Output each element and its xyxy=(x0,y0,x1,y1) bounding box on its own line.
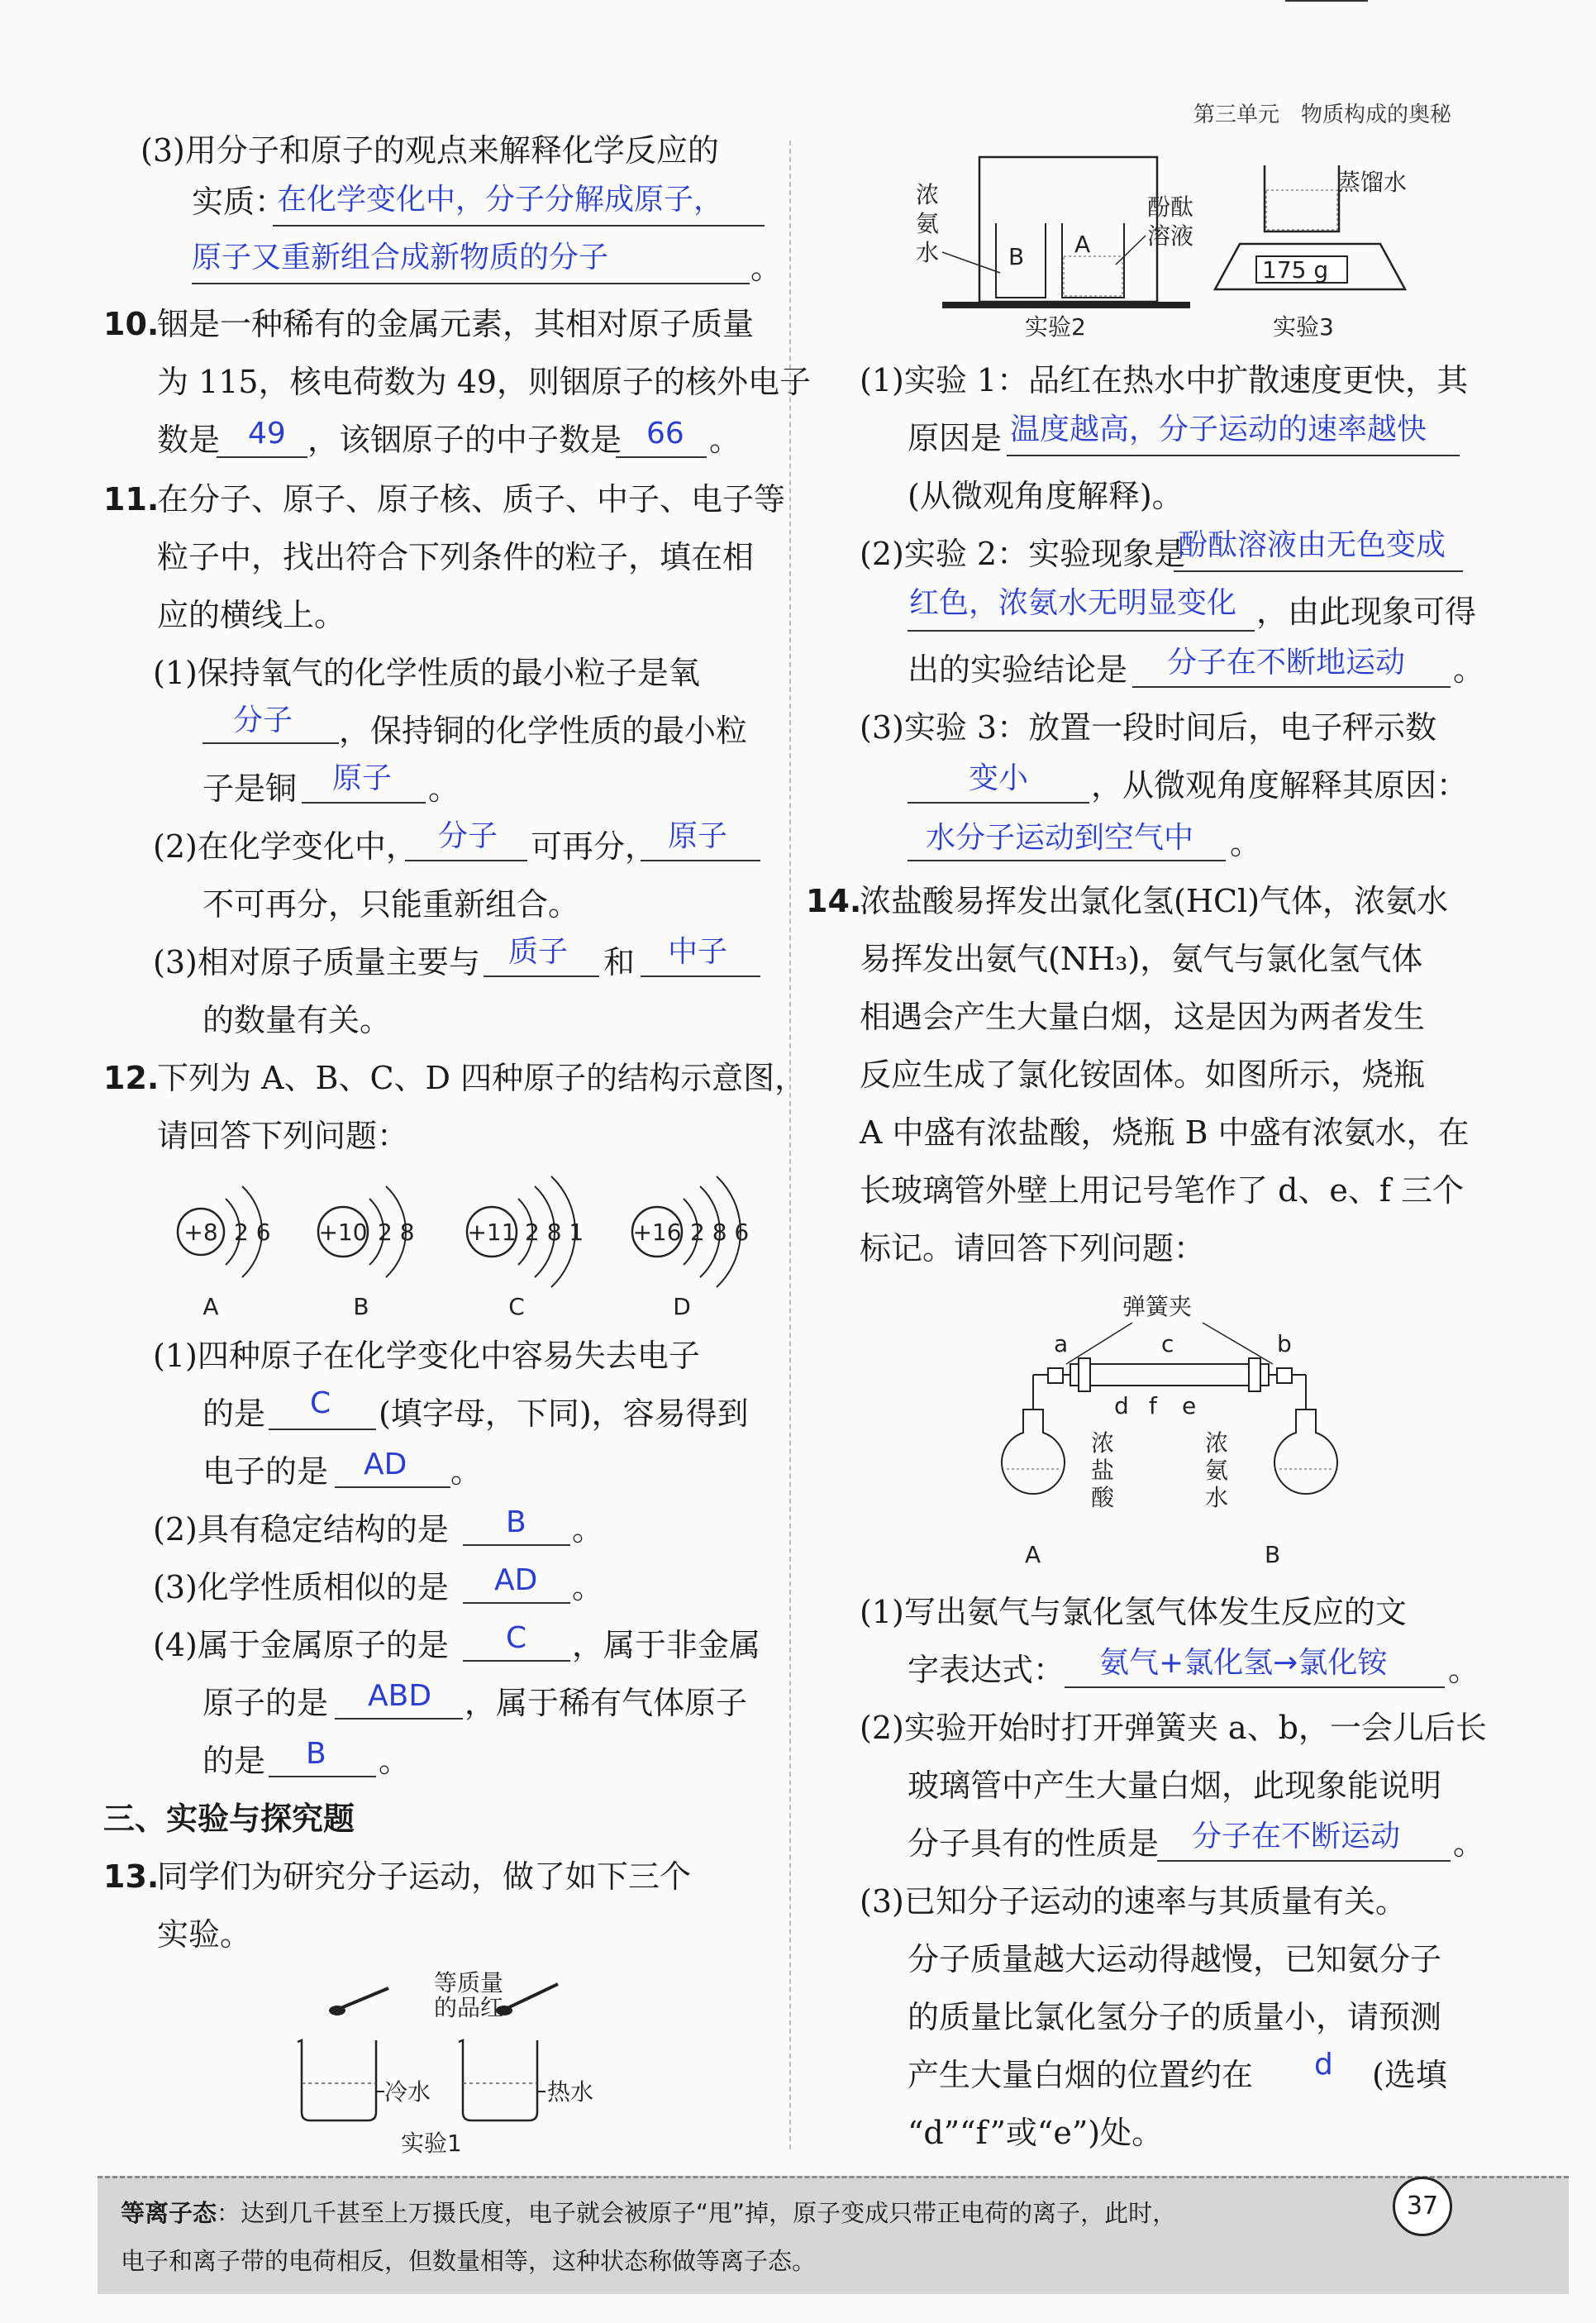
q12-answer4: AD xyxy=(494,1563,538,1597)
fig14-nh3-label3: 水 xyxy=(1205,1484,1229,1511)
q12-part4-line1b: ，属于非金属 xyxy=(572,1627,761,1663)
answer-line xyxy=(273,225,765,227)
fig14-hcl-label3: 酸 xyxy=(1091,1484,1115,1511)
atom-a-label: A xyxy=(202,1293,219,1320)
q12-part4-line1a: (4)属于金属原子的是 xyxy=(153,1627,449,1663)
q14-part1-line2: 字表达式： xyxy=(908,1652,1065,1688)
q9-3-line1: (3)用分子和原子的观点来解释化学反应的 xyxy=(141,132,719,169)
fig14-clip-label: 弹簧夹 xyxy=(1122,1293,1193,1320)
q11-answer6: 中子 xyxy=(668,935,728,969)
q14-answer3: d xyxy=(1314,2048,1333,2082)
q14-line3: 相遇会产生大量白烟，这是因为两者发生 xyxy=(860,999,1426,1035)
q13-r-part3-line1: (3)实验 3：放置一段时间后，电子秤示数 xyxy=(860,709,1437,746)
q13-r-answer5: 变小 xyxy=(969,761,1029,795)
q12-part1-line1: (1)四种原子在化学变化中容易失去电子 xyxy=(153,1338,700,1374)
q13-r-part1-line2: 原因是 xyxy=(908,420,1003,456)
answer-line xyxy=(616,456,707,458)
answer-line xyxy=(1174,570,1463,572)
answer-line xyxy=(405,860,527,861)
q11-part1-line1: (1)保持氧气的化学性质的最小粒子是氧 xyxy=(153,655,700,691)
fig3-distilled-water: 蒸馏水 xyxy=(1337,169,1408,196)
answer-line xyxy=(302,802,426,804)
q11-line2: 粒子中，找出符合下列条件的粒子，填在相 xyxy=(157,539,755,575)
q9-3-answer1: 在化学变化中，分子分解成原子， xyxy=(277,183,724,217)
atom-c-shells: 2 8 1 xyxy=(525,1219,584,1246)
q10-number: 10. xyxy=(103,306,160,342)
q13-r-part3-line2: ，从微观角度解释其原因： xyxy=(1091,767,1469,804)
fig14-f: f xyxy=(1149,1392,1157,1419)
fig14-flask-a: A xyxy=(1025,1541,1041,1568)
atom-b-nucleus: +10 xyxy=(318,1219,368,1246)
q10-line3a: 数是 xyxy=(157,422,221,458)
q14-line6: 长玻璃管外壁上用记号笔作了 d、e、f 三个 xyxy=(860,1172,1465,1209)
q12-part1-line3a: 电子的是 xyxy=(202,1453,329,1490)
answer-line xyxy=(202,742,339,744)
q11-line3: 应的横线上。 xyxy=(157,597,346,633)
section-3-heading: 三、实验与探究题 xyxy=(103,1801,355,1837)
q12-answer5: C xyxy=(506,1621,527,1655)
q14-part3-line2: 分子质量越大运动得越慢，已知氨分子 xyxy=(908,1941,1442,1977)
q12-line1: 下列为 A、B、C、D 四种原子的结构示意图， xyxy=(157,1060,807,1096)
q14-answer1: 氨气+氯化氢→氯化铵 xyxy=(1099,1646,1388,1680)
q14-part3-line5: “d”“f”或“e”)处。 xyxy=(908,2115,1164,2151)
fig3-scale-reading: 175 g xyxy=(1262,256,1329,284)
q11-answer3: 分子 xyxy=(438,819,498,853)
q11-answer4: 原子 xyxy=(668,819,728,853)
q11-part1-line3: 子是铜 xyxy=(202,770,298,807)
fig2-ammonia-label3: 水 xyxy=(916,239,940,266)
fig2-caption: 实验2 xyxy=(1025,313,1086,341)
q14-part3-line1: (3)已知分子运动的速率与其质量有关。 xyxy=(860,1883,1407,1920)
q13-r-part2-line2: ，由此现象可得 xyxy=(1256,594,1477,630)
q11-part1-end: 。 xyxy=(428,770,460,807)
atom-c-nucleus: +11 xyxy=(467,1219,517,1246)
fig14-c: c xyxy=(1161,1330,1174,1357)
fig1-cold-water: 冷水 xyxy=(384,2078,431,2106)
q13-r-answer1: 温度越高，分子运动的速率越快 xyxy=(1010,413,1427,446)
q9-3-line2: 实质： xyxy=(192,184,287,220)
experiment-1-figure xyxy=(289,1968,620,2158)
q12-part1-end: 。 xyxy=(450,1453,483,1490)
q13-line1: 同学们为研究分子运动，做了如下三个 xyxy=(157,1858,692,1895)
atom-d-nucleus: +16 xyxy=(632,1219,682,1246)
q14-line7: 标记。请回答下列问题： xyxy=(860,1230,1206,1266)
atom-d-label: D xyxy=(673,1293,691,1320)
page-header: 第三单元 物质构成的奥秘 xyxy=(1193,103,1451,127)
answer-line xyxy=(463,1544,570,1546)
q11-part2-line1: (2)在化学变化中， xyxy=(153,828,417,865)
q13-r-part1-line1: (1)实验 1：品红在热水中扩散速度更快，其 xyxy=(860,362,1469,398)
footer-text1: ：达到几千甚至上万摄氏度，电子就会被原子“甩”掉，原子变成只带正电荷的离子，此时， xyxy=(217,2199,1177,2227)
fig14-nh3-label2: 氨 xyxy=(1205,1457,1229,1484)
answer-line xyxy=(192,283,750,284)
q11-part2-line2: 不可再分，只能重新组合。 xyxy=(202,886,580,923)
q14-line4: 反应生成了氯化铵固体。如图所示，烧瓶 xyxy=(860,1057,1426,1093)
experiment-2-3-figure xyxy=(909,141,1488,347)
q13-r-part2-end: 。 xyxy=(1453,651,1485,688)
fig2-ammonia-label1: 浓 xyxy=(916,181,940,208)
q10-line1: 铟是一种稀有的金属元素，其相对原子质量 xyxy=(157,306,755,342)
q14-part3-line4b: (选填 xyxy=(1372,2057,1447,2093)
answer-line xyxy=(641,860,760,861)
fig14-nh3-label1: 浓 xyxy=(1205,1429,1229,1457)
atom-a-nucleus: +8 xyxy=(183,1219,218,1246)
q11-answer1: 分子 xyxy=(233,704,293,737)
fig1-label-top: 等质量 xyxy=(434,1969,504,1996)
answer-line xyxy=(1157,1860,1451,1862)
q14-part2-line2: 玻璃管中产生大量白烟，此现象能说明 xyxy=(908,1767,1442,1804)
q12-answer7: B xyxy=(306,1737,326,1771)
q13-r-answer4: 分子在不断地运动 xyxy=(1167,646,1406,680)
atom-b-label: B xyxy=(353,1293,369,1320)
q11-part1-line2: ，保持铜的化学性质的最小粒 xyxy=(339,713,748,749)
q11-part3-and: 和 xyxy=(603,944,636,980)
q14-part2-line3: 分子具有的性质是 xyxy=(908,1825,1160,1862)
fig14-flask-b: B xyxy=(1265,1541,1281,1568)
q10-answer1: 49 xyxy=(248,417,286,451)
q12-part4-line3a: 的是 xyxy=(202,1743,266,1779)
footer-line2: 电子和离子带的电荷相反，但数量相等，这种状态称做等离子态。 xyxy=(121,2247,817,2275)
fig14-hcl-label2: 盐 xyxy=(1091,1457,1115,1484)
q13-number: 13. xyxy=(103,1858,160,1895)
q9-3-end: 。 xyxy=(750,250,783,286)
q12-answer6: ABD xyxy=(368,1679,432,1713)
answer-line xyxy=(908,860,1226,861)
q10-answer2: 66 xyxy=(646,417,684,451)
q12-part4-line2a: 原子的是 xyxy=(202,1685,329,1721)
answer-line xyxy=(1132,686,1451,688)
q12-line2: 请回答下列问题： xyxy=(157,1118,409,1154)
fig14-a: a xyxy=(1054,1330,1069,1357)
footer-line1 xyxy=(121,2195,1176,2229)
q14-part2-line1: (2)实验开始时打开弹簧夹 a、b，一会儿后长 xyxy=(860,1710,1487,1746)
q14-answer2: 分子在不断运动 xyxy=(1192,1820,1401,1853)
q13-line2: 实验。 xyxy=(157,1916,252,1953)
page-number: 37 xyxy=(1393,2177,1452,2236)
q11-part3-line1: (3)相对原子质量主要与 xyxy=(153,944,480,980)
fig3-caption: 实验3 xyxy=(1273,313,1334,341)
q13-r-answer2: 酚酞溶液由无色变成 xyxy=(1178,528,1446,562)
fig14-e: e xyxy=(1182,1392,1197,1419)
fig2-beaker-b: B xyxy=(1008,243,1025,270)
atom-c xyxy=(467,1176,584,1320)
q12-part3-end: 。 xyxy=(572,1569,604,1605)
atom-a xyxy=(178,1186,271,1320)
q14-number: 14. xyxy=(806,883,862,919)
q12-part1-line2b: (填字母，下同)，容易得到 xyxy=(379,1395,749,1432)
answer-line xyxy=(1065,1686,1445,1688)
q13-r-part2-line3: 出的实验结论是 xyxy=(908,651,1128,688)
atom-d xyxy=(632,1176,749,1320)
fig1-label-top2: 的品红 xyxy=(434,1994,504,2021)
footer-note xyxy=(98,2176,1569,2294)
fig1-caption: 实验1 xyxy=(401,2130,462,2157)
answer-line xyxy=(217,456,307,458)
answer-line xyxy=(908,802,1089,804)
fig14-b: b xyxy=(1277,1330,1292,1357)
answer-line xyxy=(1285,0,1368,2)
q10-line3b: ，该铟原子的中子数是 xyxy=(307,422,622,458)
q14-part3-line4a: 产生大量白烟的位置约在 xyxy=(908,2057,1254,2093)
q12-part4-end: 。 xyxy=(379,1743,411,1779)
answer-line xyxy=(1007,455,1460,456)
q11-line1: 在分子、原子、原子核、质子、中子、电子等 xyxy=(157,481,786,518)
atom-c-label: C xyxy=(508,1293,525,1320)
q12-part1-line2a: 的是 xyxy=(202,1395,266,1432)
atom-d-shells: 2 8 6 xyxy=(690,1219,750,1246)
q10-line3c: 。 xyxy=(709,422,741,458)
q14-line5: A 中盛有浓盐酸，烧瓶 B 中盛有浓氨水，在 xyxy=(860,1114,1470,1151)
answer-line xyxy=(641,975,760,977)
q14-part3-line3: 的质量比氯化氢分子的质量小，请预测 xyxy=(908,1999,1442,2035)
column-divider xyxy=(789,141,791,2149)
q9-3-answer2: 原子又重新组合成新物质的分子 xyxy=(192,241,609,274)
answer-line xyxy=(269,1429,376,1430)
q11-answer5: 质子 xyxy=(508,935,569,969)
answer-line xyxy=(463,1602,570,1604)
q13-r-part3-end: 。 xyxy=(1230,825,1262,861)
q11-number: 11. xyxy=(103,481,160,518)
atom-a-shells: 2 6 xyxy=(234,1219,271,1246)
q12-part2: (2)具有稳定结构的是 xyxy=(153,1511,449,1548)
q12-answer1: C xyxy=(310,1386,331,1420)
atom-b xyxy=(318,1186,415,1320)
q13-r-answer3: 红色，浓氨水无明显变化 xyxy=(909,586,1237,620)
fig2-phenol-label1: 酚酞 xyxy=(1147,193,1194,221)
q14-part2-end: 。 xyxy=(1453,1825,1485,1862)
fig2-phenol-label2: 溶液 xyxy=(1147,222,1194,250)
q13-r-answer6: 水分子运动到空气中 xyxy=(926,821,1194,855)
q12-part2-end: 。 xyxy=(572,1511,604,1548)
q14-part1-end: 。 xyxy=(1448,1652,1480,1688)
q11-part2-mid: 可再分， xyxy=(531,828,657,865)
q12-answer2: AD xyxy=(364,1448,407,1481)
q14-apparatus-figure xyxy=(1000,1286,1372,1575)
q11-part3-line2: 的数量有关。 xyxy=(202,1002,392,1038)
q14-line1: 浓盐酸易挥发出氯化氢(HCl)气体，浓氨水 xyxy=(860,883,1449,919)
q14-part1-line1: (1)写出氨气与氯化氢气体发生反应的文 xyxy=(860,1594,1407,1630)
answer-line xyxy=(335,1486,450,1488)
answer-line xyxy=(463,1660,570,1662)
q11-answer2: 原子 xyxy=(332,761,393,795)
answer-line xyxy=(335,1718,463,1720)
atom-b-shells: 2 8 xyxy=(378,1219,415,1246)
q10-line2: 为 115，核电荷数为 49，则铟原子的核外电子 xyxy=(157,364,812,400)
q12-number: 12. xyxy=(103,1060,160,1096)
q13-r-part2-line1: (2)实验 2：实验现象是 xyxy=(860,536,1186,572)
q13-r-part1-line3: (从微观角度解释)。 xyxy=(908,478,1184,514)
q14-line2: 易挥发出氨气(NH₃)，氨气与氯化氢气体 xyxy=(860,941,1423,977)
fig14-d: d xyxy=(1114,1392,1129,1419)
footer-title: 等离子态 xyxy=(121,2199,217,2227)
q12-part4-line2b: ，属于稀有气体原子 xyxy=(465,1685,748,1721)
answer-line xyxy=(269,1776,376,1777)
q12-part3: (3)化学性质相似的是 xyxy=(153,1569,449,1605)
fig2-ammonia-label2: 氨 xyxy=(916,210,940,237)
atom-structure-diagrams xyxy=(161,1170,756,1327)
q12-answer3: B xyxy=(506,1505,526,1539)
fig1-hot-water: 热水 xyxy=(547,2078,594,2106)
fig2-beaker-a: A xyxy=(1074,231,1091,258)
answer-line xyxy=(484,975,599,977)
fig14-hcl-label1: 浓 xyxy=(1091,1429,1115,1457)
answer-line xyxy=(908,630,1255,632)
